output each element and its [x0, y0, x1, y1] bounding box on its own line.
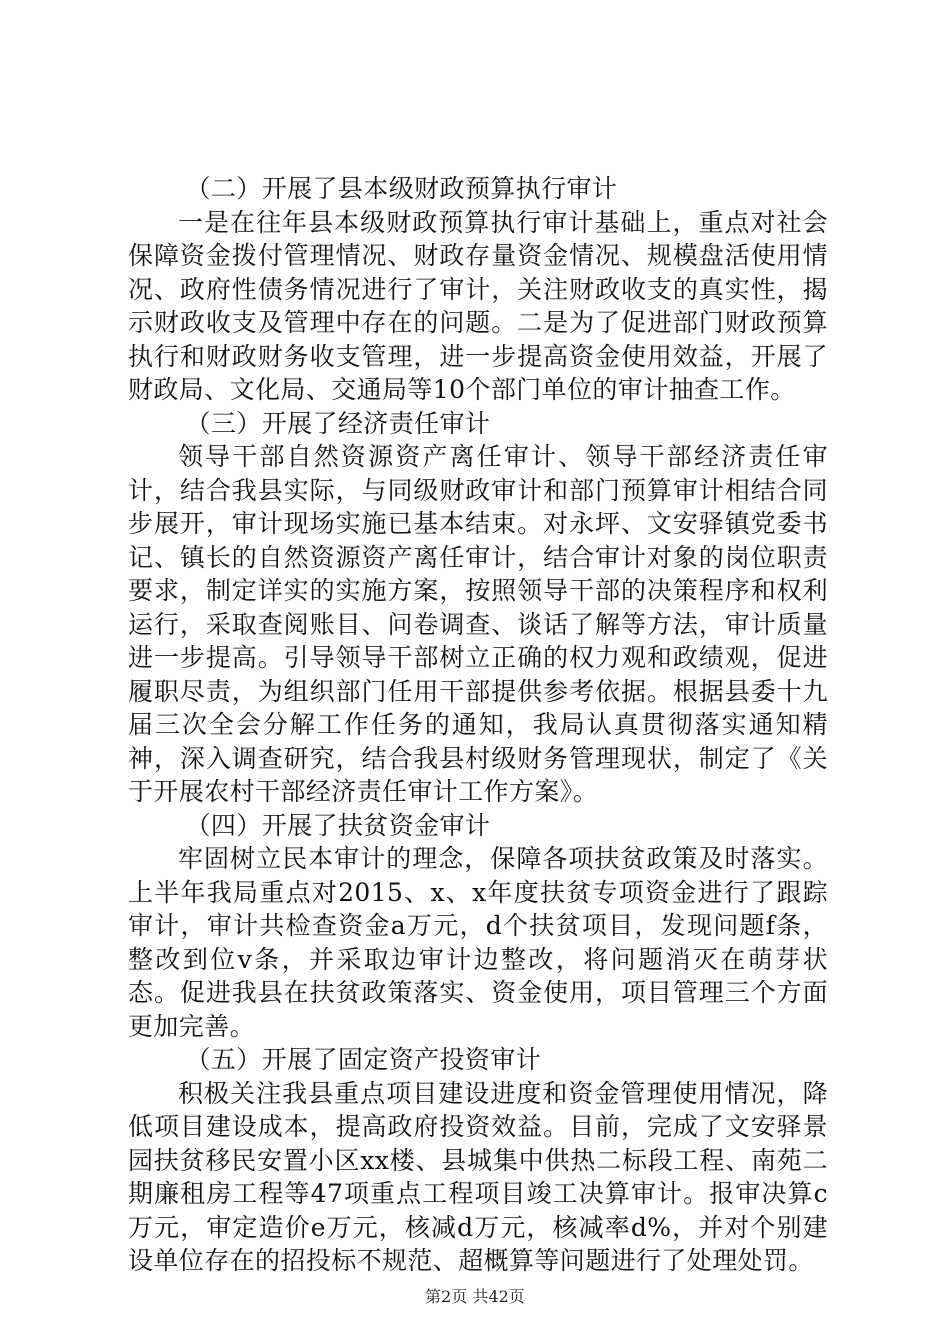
section-heading-5: （五）开展了固定资产投资审计 [185, 1045, 542, 1074]
paragraph-budget-audit: 一是在往年县本级财政预算执行审计基础上，重点对社会保障资金拨付管理情况、财政存量资金情况、规模盘活使用情况、政府性债务情况进行了审计，关注财政收支的真实性，揭示财政收支及管理中存在的问题。二是为了促进部门财政预算执行和财政财务收支管理，进一步提高资金使用效益，开展了财政局、文化局、交通局等10个部门单位的审计抽查工作。 [128, 207, 828, 404]
paragraph-fixed-assets: 积极关注我县重点项目建设进度和资金管理使用情况，降低项目建设成本，提高政府投资效益。目前，完成了文安驿景园扶贫移民安置小区xx楼、县城集中供热二标段工程、南苑二期廉租房工程等47项重点工程项目竣工决算审计。报审决算c万元，审定造价e万元，核减d万元，核减率d%，并对个别建设单位存在的招投标不规范、超概算等问题进行了处理处罚。 [128, 1078, 828, 1275]
section-heading-2: （二）开展了县本级财政预算执行审计 [185, 174, 618, 203]
section-heading-4: （四）开展了扶贫资金审计 [185, 810, 491, 840]
page-footer: 第2页 共42页 [425, 1287, 525, 1306]
paragraph-economic-responsibility: 领导干部自然资源资产离任审计、领导干部经济责任审计，结合我县实际，与同级财政审计和部门预算审计相结合同步展开，审计现场实施已基本结束。对永坪、文安驿镇党委书记、镇长的自然资源资产离任审计，结合审计对象的岗位职责要求，制定详实的实施方案，按照领导干部的决策程序和权利运行，采取查阅账目、问卷调查、谈话了解等方法，审计质量进一步提高。引导领导干部树立正确的权力观和政绩观，促进履职尽责，为组织部门任用干部提供参考依据。根据县委十九届三次全会分解工作任务的通知，我局认真贯彻落实通知精神，深入调查研究，结合我县村级财务管理现状，制定了《关于开展农村干部经济责任审计工作方案》。 [128, 442, 828, 806]
paragraph-poverty-funds: 牢固树立民本审计的理念，保障各项扶贫政策及时落实。上半年我局重点对2015、x、x年度扶贫专项资金进行了跟踪审计，审计共检查资金a万元，d个扶贫项目，发现问题f条，整改到位v条，并采取边审计边整改，将问题消灭在萌芽状态。促进我县在扶贫政策落实、资金使用，项目管理三个方面更加完善。 [128, 844, 828, 1041]
section-heading-3: （三）开展了经济责任审计 [185, 408, 491, 438]
document-body [128, 172, 828, 1278]
